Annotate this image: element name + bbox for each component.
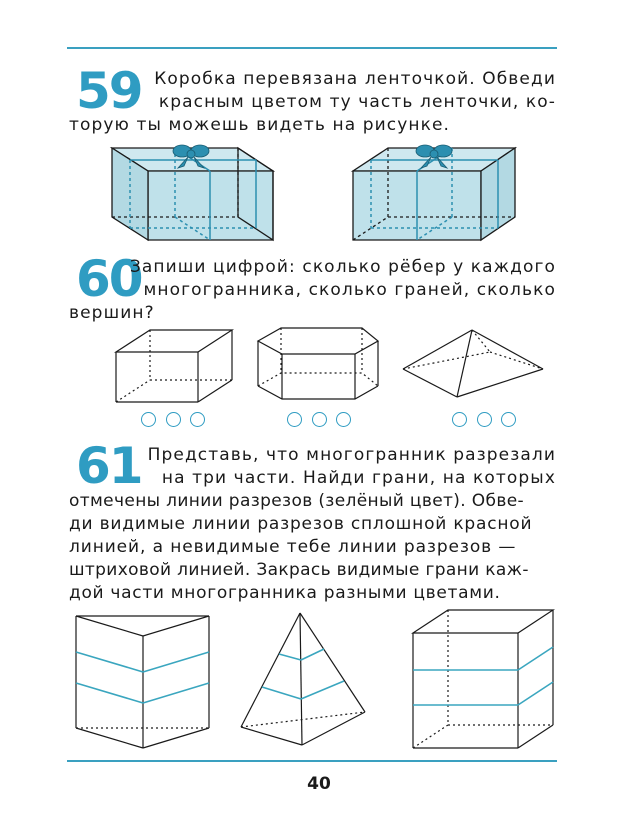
exercise-61-line-2: на три части. Найди грани, на которых: [161, 468, 556, 488]
pyramid-cut: [241, 613, 365, 745]
exercise-61-line-5: линией, а невидимые тебе линии разрезов —: [69, 537, 517, 557]
exercise-61-line-3: отмечены линии разрезов (зелёный цвет). Обве-: [69, 491, 524, 511]
cube-cut: [413, 610, 553, 748]
exercise-59-number: 59: [76, 62, 142, 120]
exercise-61-line-6: штриховой линией. Закрась видимые грани каж-: [69, 560, 529, 580]
page-number: 40: [307, 774, 331, 794]
exercise-61-line-1: Представь, что многогранник разрезали: [147, 445, 556, 465]
exercise-61-number: 61: [76, 437, 142, 495]
exercise-61-line-4: ди видимые линии разрезов сплошной красной: [69, 514, 533, 534]
exercise-59-line-2: красным цветом ту часть ленточки, ко-: [158, 92, 556, 112]
exercise-60-number: 60: [76, 250, 142, 308]
exercise-59-line-3: торую ты можешь видеть на рисунке.: [69, 115, 451, 135]
exercise-61-line-7: дой части многогранника разными цветами.: [69, 583, 501, 603]
exercise-60-line-1: Запиши цифрой: сколько рёбер у каждого: [129, 257, 556, 277]
exercise-59-line-1: Коробка перевязана ленточкой. Обведи: [154, 69, 556, 89]
bottom-rule: [67, 760, 557, 762]
triangular-prism-cut: [76, 616, 209, 748]
exercise-60-line-2: многогранника, сколько граней, сколько: [143, 280, 556, 300]
exercise-60-line-3: вершин?: [69, 303, 155, 323]
